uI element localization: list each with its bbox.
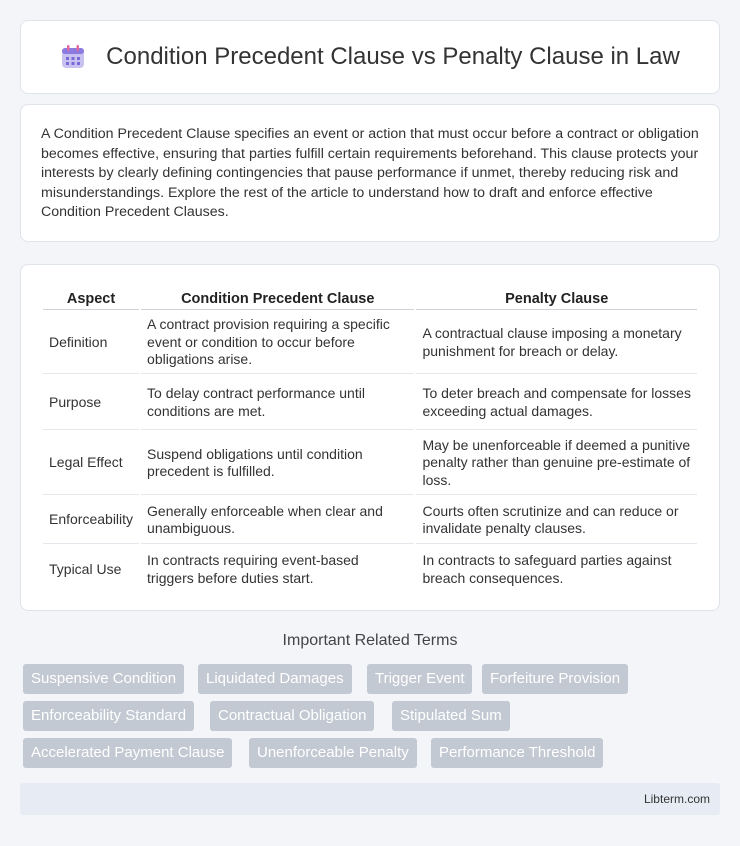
footer-brand-link[interactable]: Libterm.com bbox=[643, 792, 710, 806]
row-condition-precedent: A contract provision requiring a specific event or condition to occur before obligations arise. bbox=[141, 312, 414, 374]
table-header-row bbox=[43, 285, 697, 310]
row-aspect: Definition bbox=[43, 312, 139, 374]
header-aspect: Aspect bbox=[43, 285, 139, 310]
intro-card bbox=[20, 104, 720, 242]
related-term-tag[interactable]: Enforceability Standard bbox=[23, 701, 194, 731]
footer bbox=[20, 783, 720, 815]
table-row bbox=[43, 312, 697, 374]
header-penalty-clause: Penalty Clause bbox=[416, 285, 697, 310]
related-terms-title: Important Related Terms bbox=[282, 632, 458, 649]
table-row bbox=[43, 376, 697, 430]
table-row bbox=[43, 497, 697, 544]
row-condition-precedent: Generally enforceable when clear and unambiguous. bbox=[141, 497, 414, 544]
page-title: Condition Precedent Clause vs Penalty Clause in Law bbox=[106, 43, 680, 70]
related-term-tag[interactable]: Performance Threshold bbox=[431, 738, 603, 768]
related-term-tag[interactable]: Accelerated Payment Clause bbox=[23, 738, 232, 768]
header-condition-precedent: Condition Precedent Clause bbox=[141, 285, 414, 310]
related-term-tag[interactable]: Contractual Obligation bbox=[210, 701, 374, 731]
comparison-table-card bbox=[20, 264, 720, 611]
row-aspect: Typical Use bbox=[49, 560, 122, 577]
related-term-tag[interactable]: Forfeiture Provision bbox=[482, 664, 628, 694]
related-term-tag[interactable]: Unenforceable Penalty bbox=[249, 738, 417, 768]
table-row bbox=[43, 546, 697, 593]
row-aspect: Purpose bbox=[43, 376, 139, 430]
row-condition-precedent: In contracts requiring event-based triggers before duties start. bbox=[147, 552, 359, 586]
related-term-tag[interactable]: Stipulated Sum bbox=[392, 701, 510, 731]
row-penalty-clause: May be unenforceable if deemed a punitive penalty rather than genuine pre-estimate of loss. bbox=[416, 432, 697, 495]
row-penalty-clause: A contractual clause imposing a monetary punishment for breach or delay. bbox=[416, 312, 697, 374]
related-term-tag[interactable]: Trigger Event bbox=[367, 664, 472, 694]
header-card bbox=[20, 20, 720, 94]
related-term-tag[interactable]: Liquidated Damages bbox=[198, 664, 352, 694]
intro-text: A Condition Precedent Clause specifies an event or action that must occur before a contract or obligation becomes effective, ensuring that parties fulfill certain requirements beforehand. This clause protects your interests by clearly defining contingencies that pause performance if unmet, thereby reducing risk and misunderstandings. Explore the rest of the article to understand how to draft and enforce effective Condition Precedent Clauses. bbox=[41, 126, 699, 220]
row-penalty-clause: In contracts to safeguard parties against breach consequences. bbox=[422, 552, 672, 586]
row-condition-precedent: To delay contract performance until conditions are met. bbox=[141, 376, 414, 430]
row-penalty-clause: Courts often scrutinize and can reduce or invalidate penalty clauses. bbox=[416, 497, 697, 544]
calendar-icon bbox=[60, 44, 86, 70]
comparison-table bbox=[41, 283, 699, 595]
row-aspect: Enforceability bbox=[43, 497, 139, 544]
table-row bbox=[43, 432, 697, 495]
row-penalty-clause: To deter breach and compensate for losses exceeding actual damages. bbox=[416, 376, 697, 430]
row-condition-precedent: Suspend obligations until condition precedent is fulfilled. bbox=[141, 432, 414, 495]
related-term-tag[interactable]: Suspensive Condition bbox=[23, 664, 184, 694]
row-aspect: Legal Effect bbox=[43, 432, 139, 495]
